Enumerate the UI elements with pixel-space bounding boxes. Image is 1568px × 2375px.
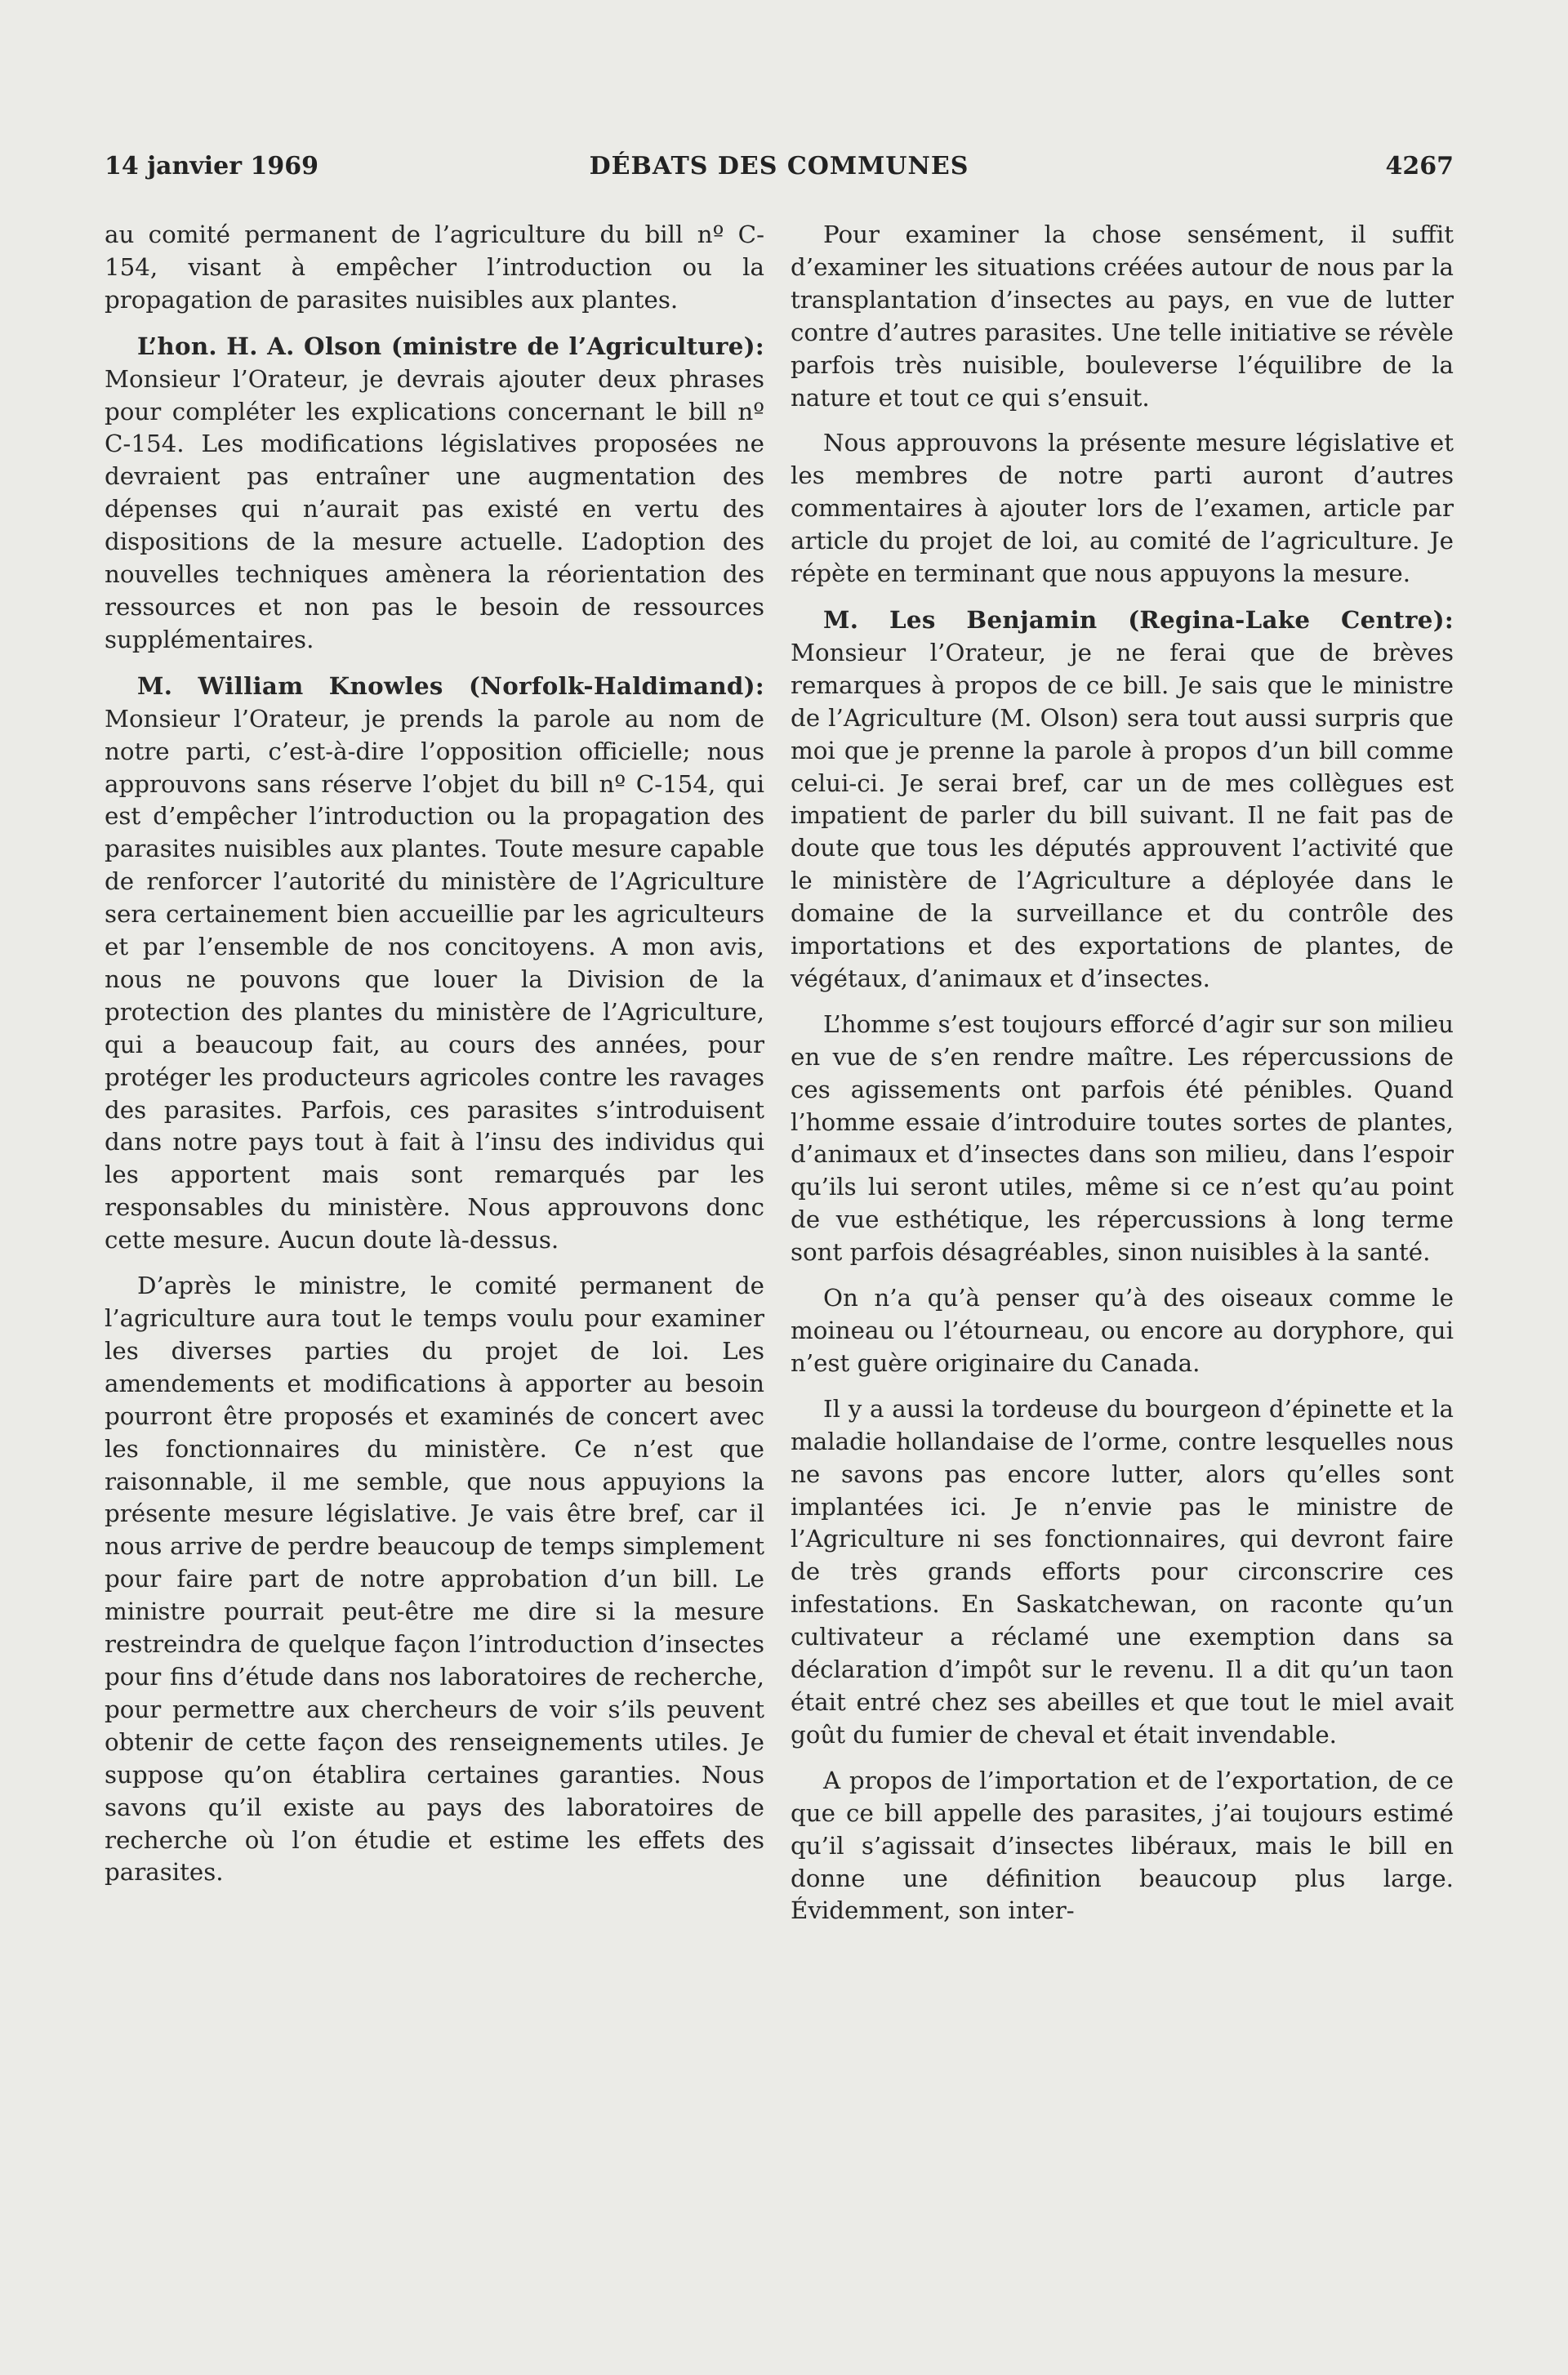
page-header [105, 152, 1454, 185]
speech-text: Monsieur l’Orateur, je ne ferai que de brèves remarques à propos de ce bill. Je sais que le ministre de l’Agriculture (M. Olson) sera tout aussi surpris que moi que je prenne la parole à propos d’un bill comme celui-ci. Je serai bref, car un de mes collègues est impatient de parler du bill suivant. Il ne fait pas de doute que tous les députés approuvent l’activité que le ministère de l’Agriculture a déployée dans le domaine de la surveillance et du contrôle des importations et des exportations de plantes, de végétaux, d’animaux et d’insectes. [791, 638, 1454, 992]
speaker-name: M. William Knowles (Norfolk-Haldimand): [137, 671, 764, 700]
paragraph: A propos de l’importation et de l’exportation, de ce que ce bill appelle des parasites, j’ai toujours estimé qu’il s’agissait d’insectes libéraux, mais le bill en donne une définition beaucoup plus large. Évidemment, son inter- [791, 1766, 1454, 1925]
right-column [791, 219, 1454, 1941]
paragraph: au comité permanent de l’agriculture du bill nº C-154, visant à empêcher l’introduction ou la propagation de parasites nuisibles aux plantes. [105, 221, 764, 314]
paragraph [791, 604, 1454, 996]
paragraph: Nous approuvons la présente mesure législative et les membres de notre parti auront d’autres commentaires à ajouter lors de l’examen, article par article du projet de loi, au comité de l’agriculture. Je répète en terminant que nous appuyons la mesure. [791, 429, 1454, 588]
header-page-number: 4267 [1385, 152, 1454, 180]
speech-text: Monsieur l’Orateur, je devrais ajouter deux phrases pour compléter les explications concernant le bill nº C-154. Les modifications législatives proposées ne devraient pas entraîner une augmentation des dépenses qui n’aurait pas existé en vertu des dispositions de la mesure actuelle. L’adoption des nouvelles techniques amènera la réorientation des ressources et non pas le besoin de ressources supplémentaires. [105, 364, 764, 653]
paragraph: On n’a qu’à penser qu’à des oiseaux comme le moineau ou l’étourneau, ou encore au doryphore, qui n’est guère originaire du Canada. [791, 1284, 1454, 1377]
header-title: DÉBATS DES COMMUNES [589, 152, 969, 180]
speech-text: Monsieur l’Orateur, je prends la parole au nom de notre parti, c’est-à-dire l’opposition officielle; nous approuvons sans réserve l’objet du bill nº C-154, qui est d’empêcher l’introduction ou la propagation des parasites nuisibles aux plantes. Toute mesure capable de renforcer l’autorité du ministère de l’Agriculture sera certainement bien accueillie par les agriculteurs et par l’ensemble de nos concitoyens. A mon avis, nous ne pouvons que louer la Division de la protection des plantes du ministère de l’Agriculture, qui a beaucoup fait, au cours des années, pour protéger les producteurs agricoles contre les ravages des parasites. Parfois, ces parasites s’introduisent dans notre pays tout à fait à l’insu des individus qui les apportent mais sont remarqués par les responsables du ministère. Nous approuvons donc cette mesure. Aucun doute là-dessus. [105, 704, 764, 1254]
paragraph [105, 670, 764, 1257]
paragraph: D’après le ministre, le comité permanent de l’agriculture aura tout le temps voulu pour examiner les diverses parties du projet de loi. Les amendements et modifications à apporter au besoin pourront être proposés et examinés de concert avec les fonctionnaires du ministère. Ce n’est que raisonnable, il me semble, que nous appuyions la présente mesure législative. Je vais être bref, car il nous arrive de perdre beaucoup de temps simplement pour faire part de notre approbation d’un bill. Le ministre pourrait peut-être me dire si la mesure restreindra de quelque façon l’introduction d’insectes pour fins d’étude dans nos laboratoires de recherche, pour permettre aux chercheurs de voir s’ils peuvent obtenir de cette façon des renseignements utiles. Je suppose qu’on établira certaines garanties. Nous savons qu’il existe au pays des laboratoires de recherche où l’on étudie et estime les effets des parasites. [105, 1272, 764, 1887]
paragraph [105, 330, 764, 657]
speaker-name: M. Les Benjamin (Regina-Lake Centre): [823, 604, 1454, 634]
paragraph: Pour examiner la chose sensément, il suffit d’examiner les situations créées autour de nous par la transplantation d’insectes au pays, en vue de lutter contre d’autres parasites. Une telle initiative se révèle parfois très nuisible, bouleverse l’équilibre de la nature et tout ce qui s’ensuit. [791, 221, 1454, 412]
left-column [105, 219, 764, 1902]
paragraph: Il y a aussi la tordeuse du bourgeon d’épinette et la maladie hollandaise de l’orme, contre lesquelles nous ne savons pas encore lutter, alors qu’elles sont implantées ici. Je n’envie pas le ministre de l’Agriculture ni ses fonctionnaires, qui devront faire de très grands efforts pour circonscrire ces infestations. En Saskatchewan, on raconte qu’un cultivateur a réclamé une exemption dans sa déclaration d’impôt sur le revenu. Il a dit qu’un taon était entré chez ses abeilles et que tout le miel avait goût du fumier de cheval et était invendable. [791, 1394, 1454, 1749]
paragraph: L’homme s’est toujours efforcé d’agir sur son milieu en vue de s’en rendre maître. Les répercussions de ces agissements ont parfois été pénibles. Quand l’homme essaie d’introduire toutes sortes de plantes, d’animaux et d’insectes dans son milieu, dans l’espoir qu’ils lui seront utiles, même si ce n’est qu’au point de vue esthétique, les répercussions à long terme sont parfois désagréables, sinon nuisibles à la santé. [791, 1009, 1454, 1267]
header-date: 14 janvier 1969 [105, 152, 318, 180]
speaker-name: L’hon. H. A. Olson (ministre de l’Agriculture): [137, 331, 764, 360]
